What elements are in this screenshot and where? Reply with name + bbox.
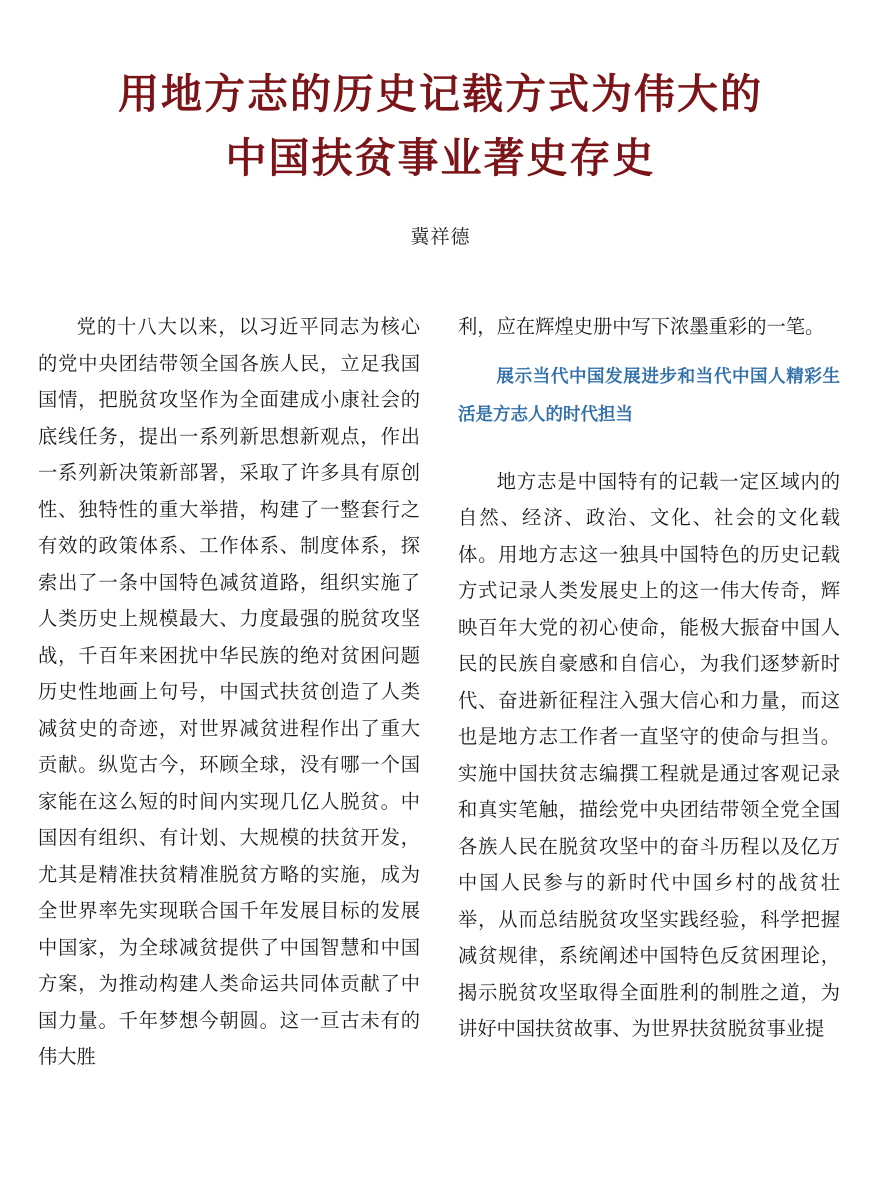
- body-paragraph-1-continuation: 利，应在辉煌史册中写下浓墨重彩的一笔。: [458, 315, 825, 338]
- section-subheading: 展示当代中国发展进步和当代中国人精彩生活是方志人的时代担当: [458, 366, 840, 425]
- article-title: [0, 62, 881, 190]
- body-paragraph-1: 党的十八大以来，以习近平同志为核心的党中央团结带领全国各族人民，立足我国国情，把脱贫攻坚作为全面建成小康社会的底线任务，提出一系列新思想新观点，作出一系列新决策新部署，采取了许多具有原创性、独特性的重大举措，构建了一整套行之有效的政策体系、工作体系、制度体系，探索出了一条中国特色减贫道路，组织实施了人类历史上规模最大、力度最强的脱贫攻坚战，千百年来困扰中华民族的绝对贫困问题历史性地画上句号，中国式扶贫创造了人类减贫史的奇迹，对世界减贫进程作出了重大贡献。纵览古今，环顾全球，没有哪一个国家能在这么短的时间内实现几亿人脱贫。中国因有组织、有计划、大规模的扶贫开发，尤其是精准扶贫精准脱贫方略的实施，成为全世界率先实现联合国千年发展目标的发展中国家，为全球减贫提供了中国智慧和中国方案，为推动构建人类命运共同体贡献了中国力量。千年梦想今朝圆。这一亘古未有的伟大胜: [38, 315, 420, 1068]
- article-title-line-2: 中国扶贫事业著史存史: [225, 134, 656, 182]
- article-title-line-1: 用地方志的历史记载方式为伟大的: [118, 70, 763, 118]
- right-column: [458, 309, 840, 1048]
- article-author: 冀祥德: [410, 226, 471, 248]
- body-paragraph-2: 地方志是中国特有的记载一定区域内的自然、经济、政治、文化、社会的文化载体。用地方志这一独具中国特色的历史记载方式记录人类发展史上的这一伟大传奇，辉映百年大党的初心使命，能极大振奋中国人民的民族自豪感和自信心，为我们逐梦新时代、奋进新征程注入强大信心和力量，而这也是地方志工作者一直坚守的使命与担当。实施中国扶贫志编撰工程就是通过客观记录和真实笔触，描绘党中央团结带领全党全国各族人民在脱贫攻坚中的奋斗历程以及亿万中国人民参与的新时代中国乡村的战贫壮举，从而总结脱贫攻坚实践经验，科学把握减贫规律，系统阐述中国特色反贫困理论，揭示脱贫攻坚取得全面胜利的制胜之道，为讲好中国扶贫故事、为世界扶贫脱贫事业提: [458, 469, 840, 1040]
- left-column: [38, 309, 420, 1076]
